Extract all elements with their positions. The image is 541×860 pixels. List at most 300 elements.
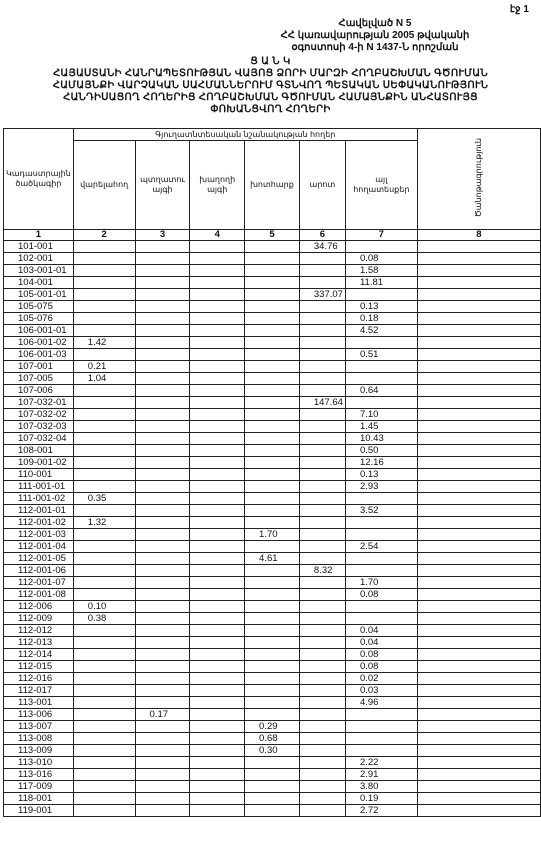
cell-arable: [73, 457, 135, 469]
cell-note: [417, 517, 540, 529]
cell-hayfield: [245, 781, 300, 793]
cell-pasture: 8.32: [299, 565, 345, 577]
cell-orchard: [135, 805, 190, 817]
cell-note: [417, 505, 540, 517]
table-row: [4, 541, 541, 553]
cell-orchard: [135, 241, 190, 253]
cell-pasture: [299, 589, 345, 601]
cell-orchard: [135, 373, 190, 385]
table-row: [4, 409, 541, 421]
cell-hayfield: [245, 409, 300, 421]
cell-orchard: [135, 505, 190, 517]
table-row: [4, 793, 541, 805]
table-row: [4, 253, 541, 265]
cell-code: 107-001: [4, 361, 74, 373]
cell-note: [417, 241, 540, 253]
cell-code: 112-013: [4, 637, 74, 649]
cell-arable: [73, 397, 135, 409]
cell-arable: [73, 505, 135, 517]
cell-note: [417, 481, 540, 493]
cell-arable: 1.32: [73, 517, 135, 529]
table-row: [4, 289, 541, 301]
cell-orchard: [135, 769, 190, 781]
cell-note: [417, 781, 540, 793]
cell-note: [417, 589, 540, 601]
cell-orchard: [135, 685, 190, 697]
cell-arable: 0.38: [73, 613, 135, 625]
table-row: [4, 589, 541, 601]
cell-code: 110-001: [4, 469, 74, 481]
cell-note: [417, 553, 540, 565]
cell-code: 105-001-01: [4, 289, 74, 301]
cell-note: [417, 325, 540, 337]
cell-note: [417, 277, 540, 289]
cell-vineyard: [190, 793, 245, 805]
cell-note: [417, 613, 540, 625]
cell-code: 109-001-02: [4, 457, 74, 469]
cell-pasture: [299, 553, 345, 565]
cell-pasture: [299, 637, 345, 649]
cell-orchard: [135, 673, 190, 685]
header-agricultural-group: Գյուղատնտեսական նշանակության հողեր: [73, 129, 417, 141]
cell-note: [417, 421, 540, 433]
cell-orchard: [135, 457, 190, 469]
cell-code: 105-076: [4, 313, 74, 325]
cell-pasture: [299, 793, 345, 805]
cell-vineyard: [190, 337, 245, 349]
cell-vineyard: [190, 589, 245, 601]
cell-other: 0.04: [345, 625, 417, 637]
cell-note: [417, 601, 540, 613]
cell-arable: [73, 529, 135, 541]
cell-note: [417, 541, 540, 553]
column-number: 5: [245, 230, 300, 241]
table-row: [4, 481, 541, 493]
cell-orchard: [135, 349, 190, 361]
table-row: [4, 649, 541, 661]
cell-vineyard: [190, 325, 245, 337]
cell-arable: [73, 721, 135, 733]
cell-note: [417, 301, 540, 313]
table-row: [4, 493, 541, 505]
cell-arable: [73, 349, 135, 361]
cell-other: 10.43: [345, 433, 417, 445]
cell-pasture: [299, 493, 345, 505]
cell-orchard: [135, 385, 190, 397]
cell-orchard: [135, 793, 190, 805]
cell-vineyard: [190, 457, 245, 469]
table-row: [4, 601, 541, 613]
cell-vineyard: [190, 769, 245, 781]
table-row: [4, 745, 541, 757]
cell-pasture: [299, 277, 345, 289]
column-number: 3: [135, 230, 190, 241]
cell-orchard: [135, 565, 190, 577]
cell-code: 112-012: [4, 625, 74, 637]
table-row: [4, 769, 541, 781]
title-line-5: ՓՈԽԱՆՑՎՈՂ ՀՈՂԵՐԻ: [210, 104, 331, 115]
cell-vineyard: [190, 517, 245, 529]
cell-note: [417, 253, 540, 265]
cell-orchard: [135, 541, 190, 553]
table-row: [4, 553, 541, 565]
cell-other: 0.19: [345, 793, 417, 805]
cell-orchard: [135, 289, 190, 301]
cell-pasture: [299, 481, 345, 493]
table-row: [4, 337, 541, 349]
cell-pasture: 147.64: [299, 397, 345, 409]
cell-other: [345, 613, 417, 625]
cell-note: [417, 265, 540, 277]
cell-pasture: [299, 625, 345, 637]
header-other: այլ հողատեսքեր: [345, 141, 417, 230]
cell-other: [345, 529, 417, 541]
cell-hayfield: [245, 541, 300, 553]
cell-arable: [73, 661, 135, 673]
cell-other: 0.18: [345, 313, 417, 325]
table-row: [4, 265, 541, 277]
cell-code: 112-015: [4, 661, 74, 673]
column-number: 2: [73, 230, 135, 241]
cell-code: 107-032-01: [4, 397, 74, 409]
cell-other: [345, 361, 417, 373]
cell-note: [417, 637, 540, 649]
cell-vineyard: [190, 253, 245, 265]
cell-hayfield: [245, 673, 300, 685]
column-number: 7: [345, 230, 417, 241]
cell-other: 1.45: [345, 421, 417, 433]
cell-hayfield: [245, 313, 300, 325]
cell-other: 1.70: [345, 577, 417, 589]
cell-other: 0.64: [345, 385, 417, 397]
cell-note: [417, 565, 540, 577]
cell-orchard: [135, 313, 190, 325]
cell-vineyard: [190, 529, 245, 541]
cell-hayfield: 0.29: [245, 721, 300, 733]
cell-note: [417, 793, 540, 805]
cell-other: 0.08: [345, 661, 417, 673]
cell-note: [417, 805, 540, 817]
cell-pasture: [299, 601, 345, 613]
cell-note: [417, 289, 540, 301]
cell-vineyard: [190, 697, 245, 709]
title-line-2: ՀԱՅԱՍՏԱՆԻ ՀԱՆՐԱՊԵՏՈՒԹՅԱՆ ՎԱՅՈՑ ՁՈՐԻ ՄԱՐԶԻ ՀՈՂԲԱՇԽՄԱՆ ԳԾՈՒՄԱՆ: [53, 68, 488, 79]
column-number: 4: [190, 230, 245, 241]
cell-other: 12.16: [345, 457, 417, 469]
table-row: [4, 577, 541, 589]
cell-arable: [73, 445, 135, 457]
cell-code: 111-001-02: [4, 493, 74, 505]
cell-arable: [73, 265, 135, 277]
cell-hayfield: [245, 685, 300, 697]
cell-other: [345, 553, 417, 565]
cell-arable: 1.42: [73, 337, 135, 349]
cell-hayfield: [245, 421, 300, 433]
cell-note: [417, 373, 540, 385]
cell-vineyard: [190, 565, 245, 577]
title-line-4: ՀԱՆԴԻՍԱՑՈՂ ՀՈՂԵՐԻՑ ՀՈՂԲԱՇԽՄԱՆ ԳԾՈՒՄԱՆ ՀԱՄԱՅՆՔԻՆ ԱՆՀԱՏՈՒՅՑ: [63, 92, 478, 103]
cell-orchard: [135, 337, 190, 349]
cell-other: 0.08: [345, 589, 417, 601]
cell-vineyard: [190, 373, 245, 385]
cell-code: 112-001-06: [4, 565, 74, 577]
cell-vineyard: [190, 625, 245, 637]
column-number-row: [4, 230, 541, 241]
cell-arable: [73, 289, 135, 301]
cell-note: [417, 697, 540, 709]
table-row: [4, 313, 541, 325]
cell-other: [345, 241, 417, 253]
column-number: 8: [417, 230, 540, 241]
table-row: [4, 445, 541, 457]
cell-hayfield: [245, 361, 300, 373]
cell-code: 101-001: [4, 241, 74, 253]
cell-orchard: [135, 661, 190, 673]
column-number: 1: [4, 230, 74, 241]
cell-pasture: [299, 613, 345, 625]
cell-hayfield: [245, 241, 300, 253]
cell-hayfield: [245, 397, 300, 409]
cell-hayfield: [245, 457, 300, 469]
cell-other: [345, 337, 417, 349]
cell-arable: 0.35: [73, 493, 135, 505]
cell-hayfield: [245, 625, 300, 637]
document-title: [0, 56, 541, 116]
cell-vineyard: [190, 361, 245, 373]
title-line-3: ՀԱՄԱՅՆՔԻ ՎԱՐՉԱԿԱՆ ՍԱՀՄԱՆՆԵՐՈՒՄ ԳՏՆՎՈՂ ՊԵՏԱԿԱՆ ՍԵՓԱԿԱՆՈՒԹՅՈՒՆ: [52, 80, 489, 91]
cell-arable: 0.21: [73, 361, 135, 373]
table-row: [4, 457, 541, 469]
cell-pasture: [299, 649, 345, 661]
cell-arable: [73, 649, 135, 661]
cell-orchard: [135, 649, 190, 661]
cell-code: 119-001: [4, 805, 74, 817]
cell-orchard: [135, 733, 190, 745]
cell-arable: [73, 577, 135, 589]
cell-orchard: [135, 325, 190, 337]
cell-other: [345, 373, 417, 385]
cell-orchard: [135, 397, 190, 409]
cell-vineyard: [190, 673, 245, 685]
cell-vineyard: [190, 745, 245, 757]
cell-note: [417, 529, 540, 541]
cell-note: [417, 457, 540, 469]
cell-orchard: [135, 601, 190, 613]
cell-pasture: [299, 733, 345, 745]
table-row: [4, 565, 541, 577]
cell-arable: [73, 757, 135, 769]
cell-pasture: [299, 805, 345, 817]
cell-hayfield: [245, 337, 300, 349]
table-row: [4, 685, 541, 697]
cell-hayfield: [245, 373, 300, 385]
cell-arable: [73, 697, 135, 709]
cell-arable: [73, 589, 135, 601]
cell-pasture: [299, 577, 345, 589]
cell-note: [417, 745, 540, 757]
cell-code: 112-009: [4, 613, 74, 625]
cell-note: [417, 673, 540, 685]
cell-vineyard: [190, 709, 245, 721]
table-row: [4, 505, 541, 517]
cell-hayfield: [245, 433, 300, 445]
cell-arable: [73, 553, 135, 565]
cell-hayfield: 4.61: [245, 553, 300, 565]
cell-code: 111-001-01: [4, 481, 74, 493]
cell-code: 107-032-02: [4, 409, 74, 421]
cell-arable: [73, 541, 135, 553]
cell-other: 7.10: [345, 409, 417, 421]
cell-pasture: [299, 469, 345, 481]
cell-other: 11.81: [345, 277, 417, 289]
cell-other: [345, 745, 417, 757]
table-row: [4, 697, 541, 709]
cell-other: 4.96: [345, 697, 417, 709]
cell-pasture: [299, 361, 345, 373]
cell-pasture: [299, 313, 345, 325]
cell-arable: [73, 301, 135, 313]
annex-line-2: ՀՀ կառավարության 2005 թվականի: [280, 30, 470, 41]
cell-hayfield: 0.30: [245, 745, 300, 757]
cell-pasture: [299, 349, 345, 361]
cell-hayfield: [245, 637, 300, 649]
cell-pasture: [299, 445, 345, 457]
cell-pasture: [299, 661, 345, 673]
cell-arable: [73, 793, 135, 805]
cell-code: 113-007: [4, 721, 74, 733]
cell-arable: [73, 709, 135, 721]
table-row: [4, 529, 541, 541]
cell-orchard: [135, 265, 190, 277]
cell-hayfield: [245, 697, 300, 709]
cell-vineyard: [190, 805, 245, 817]
cell-hayfield: 1.70: [245, 529, 300, 541]
cell-hayfield: [245, 277, 300, 289]
cell-other: [345, 517, 417, 529]
cell-vineyard: [190, 409, 245, 421]
cell-other: [345, 721, 417, 733]
cell-hayfield: [245, 289, 300, 301]
cell-code: 112-001-02: [4, 517, 74, 529]
cell-orchard: [135, 637, 190, 649]
cell-note: [417, 349, 540, 361]
column-number: 6: [299, 230, 345, 241]
cell-vineyard: [190, 685, 245, 697]
cell-orchard: [135, 589, 190, 601]
table-body: [4, 241, 541, 817]
cell-pasture: [299, 745, 345, 757]
table-row: [4, 637, 541, 649]
cell-vineyard: [190, 241, 245, 253]
cell-arable: 0.10: [73, 601, 135, 613]
cell-hayfield: [245, 565, 300, 577]
cell-code: 112-014: [4, 649, 74, 661]
cell-orchard: [135, 553, 190, 565]
cell-note: [417, 709, 540, 721]
page-number: էջ 1: [509, 4, 529, 15]
cell-hayfield: [245, 661, 300, 673]
cell-note: [417, 661, 540, 673]
land-table: [3, 128, 541, 817]
cell-orchard: [135, 433, 190, 445]
cell-other: 0.51: [345, 349, 417, 361]
table-row: [4, 709, 541, 721]
cell-vineyard: [190, 613, 245, 625]
cell-vineyard: [190, 469, 245, 481]
cell-hayfield: [245, 505, 300, 517]
cell-hayfield: [245, 493, 300, 505]
cell-code: 102-001: [4, 253, 74, 265]
table-row: [4, 301, 541, 313]
cell-code: 113-006: [4, 709, 74, 721]
table-row: [4, 373, 541, 385]
cell-pasture: [299, 529, 345, 541]
cell-vineyard: [190, 601, 245, 613]
cell-hayfield: [245, 577, 300, 589]
cell-other: 2.54: [345, 541, 417, 553]
cell-arable: [73, 313, 135, 325]
cell-note: [417, 433, 540, 445]
cell-vineyard: [190, 553, 245, 565]
table-row: [4, 757, 541, 769]
cell-note: [417, 409, 540, 421]
cell-vineyard: [190, 493, 245, 505]
cell-arable: 1.04: [73, 373, 135, 385]
cell-hayfield: [245, 757, 300, 769]
cell-arable: [73, 253, 135, 265]
cell-pasture: [299, 385, 345, 397]
cell-vineyard: [190, 757, 245, 769]
cell-pasture: [299, 685, 345, 697]
cell-vineyard: [190, 385, 245, 397]
cell-arable: [73, 421, 135, 433]
table-row: [4, 805, 541, 817]
cell-code: 118-001: [4, 793, 74, 805]
cell-hayfield: [245, 769, 300, 781]
table-row: [4, 433, 541, 445]
cell-arable: [73, 433, 135, 445]
cell-hayfield: [245, 253, 300, 265]
cell-vineyard: [190, 397, 245, 409]
table-row: [4, 361, 541, 373]
cell-note: [417, 493, 540, 505]
cell-hayfield: [245, 793, 300, 805]
cell-pasture: 34.76: [299, 241, 345, 253]
cell-vineyard: [190, 421, 245, 433]
cell-other: 0.04: [345, 637, 417, 649]
cell-hayfield: [245, 517, 300, 529]
cell-code: 106-001-03: [4, 349, 74, 361]
cell-pasture: [299, 421, 345, 433]
cell-hayfield: [245, 265, 300, 277]
cell-code: 108-001: [4, 445, 74, 457]
table-row: [4, 517, 541, 529]
cell-code: 107-032-03: [4, 421, 74, 433]
cell-other: 0.02: [345, 673, 417, 685]
cell-arable: [73, 565, 135, 577]
cell-other: 2.93: [345, 481, 417, 493]
cell-other: [345, 709, 417, 721]
cell-vineyard: [190, 301, 245, 313]
cell-arable: [73, 733, 135, 745]
cell-other: 2.91: [345, 769, 417, 781]
table-row: [4, 781, 541, 793]
cell-note: [417, 721, 540, 733]
cell-vineyard: [190, 721, 245, 733]
cell-pasture: [299, 253, 345, 265]
cell-code: 113-009: [4, 745, 74, 757]
cell-vineyard: [190, 445, 245, 457]
